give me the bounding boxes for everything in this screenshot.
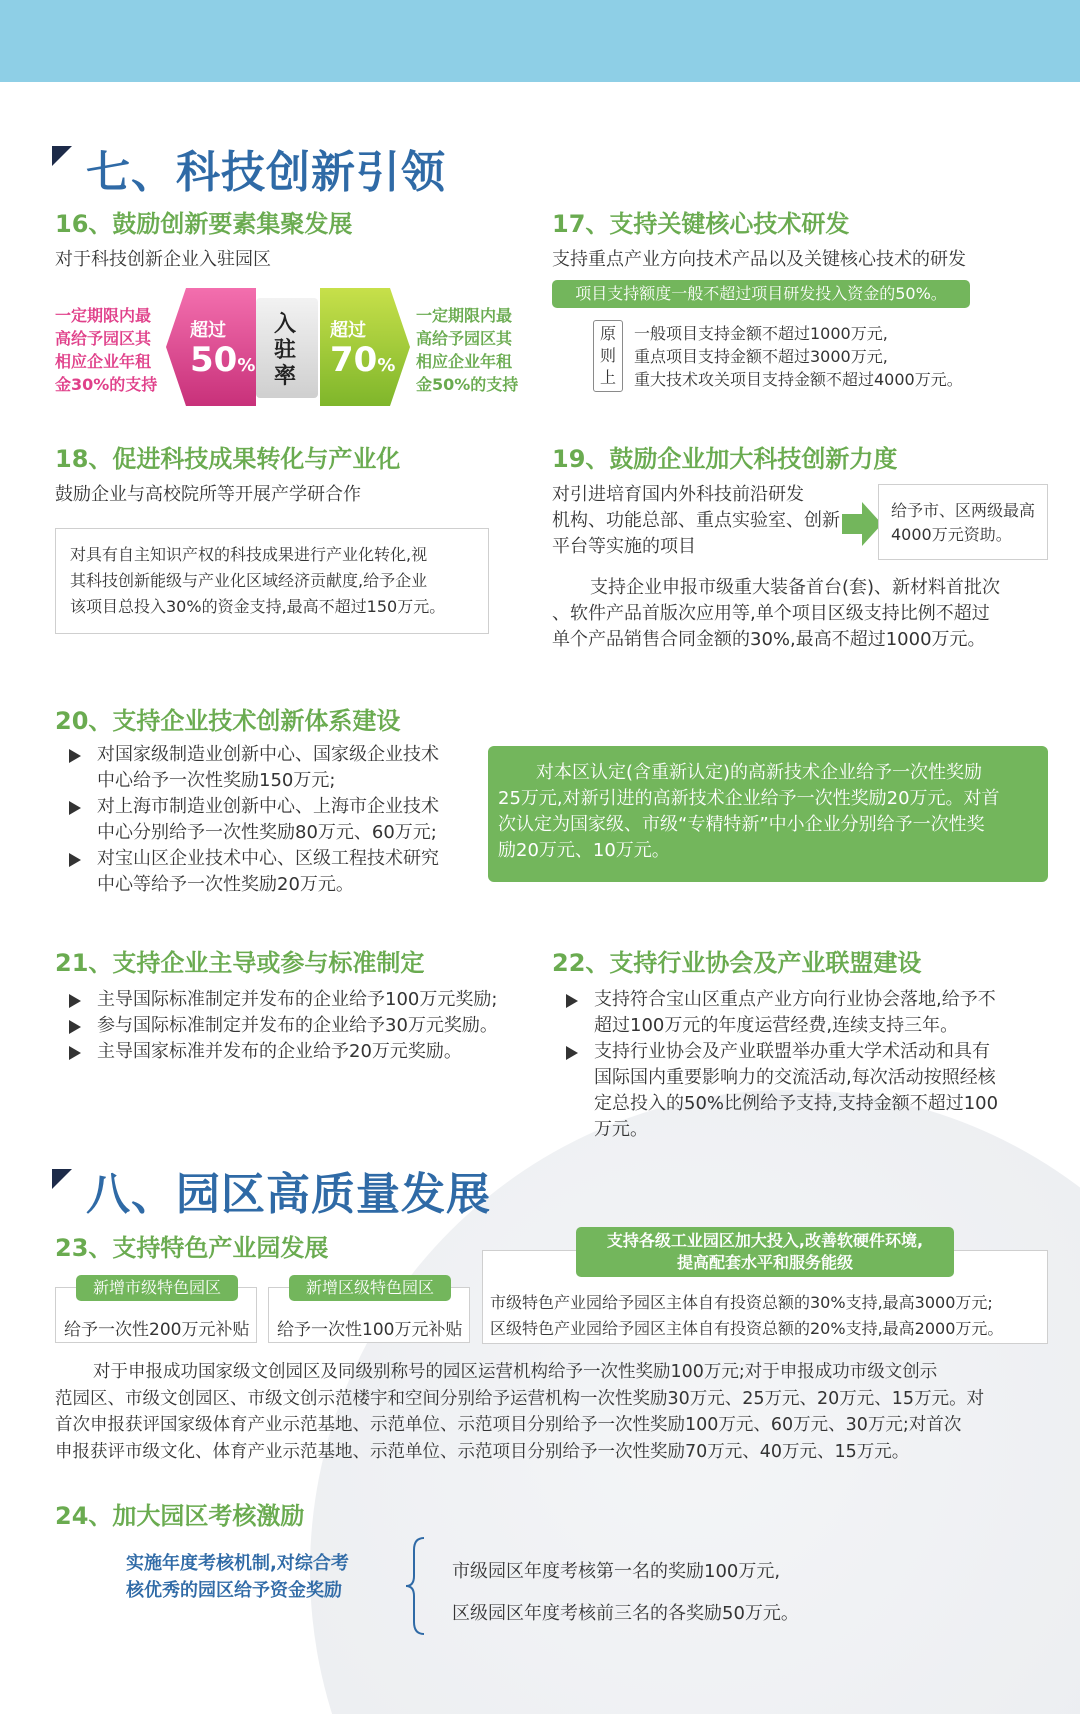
item-23-paragraph: 对于申报成功国家级文创园区及同级别称号的园区运营机构给予一次性奖励100万元;对于申报成功市级文创示 范园区、市级文创园区、市级文创示范楼宇和空间分别给予运营机构一次性奖励30万元、25万元、20万元、15万元。对 首次申报获评国家级体育产业示范基地、示范单位、示范项目分别给予一次性奖励100万元、60万元、30万元;对首次 申报获评市级文化、体育产业示范基地、示范单位、示范项目分别给予一次性奖励70万元、40万元、15万元。 [55, 1362, 985, 1462]
item-23-text-2: 给予一次性100万元补贴 [277, 1320, 463, 1340]
badge-50-label: 超过 [190, 320, 226, 341]
list-item: 对国家级制造业创新中心、国家级企业技术 中心给予一次性奖励150万元; [55, 742, 439, 794]
item-18-title: 18、促进科技成果转化与产业化 [55, 445, 401, 473]
item-16-intro: 对于科技创新企业入驻园区 [55, 249, 271, 270]
section-marker [52, 1169, 72, 1189]
item-19-paragraph: 支持企业申报市级重大装备首台(套)、新材料首批次 、软件产品首版次应用等,单个项目区级支持比例不超过 单个产品销售合同金额的30%,最高不超过1000万元。 [552, 577, 1001, 650]
item-17-lines: 一般项目支持金额不超过1000万元, 重点项目支持金额不超过3000万元, 重大技术攻关项目支持金额不超过4000万元。 [634, 324, 963, 389]
item-16-title: 16、鼓励创新要素集聚发展 [55, 210, 353, 238]
item-20-list [55, 742, 439, 898]
list-item: 对上海市制造业创新中心、上海市企业技术 中心分别给予一次性奖励80万元、60万元; [55, 794, 439, 846]
item-24-right: 市级园区年度考核第一名的奖励100万元, 区级园区年度考核前三名的各奖励50万元。 [452, 1561, 799, 1624]
item-23-text-1: 给予一次性200万元补贴 [64, 1320, 250, 1340]
item-20-title: 20、支持企业技术创新体系建设 [55, 707, 401, 735]
list-item: 参与国际标准制定并发布的企业给予30万元奖励。 [55, 1013, 498, 1039]
item-18-intro: 鼓励企业与高校院所等开展产学研合作 [55, 484, 361, 505]
item-16-left-text: 一定期限内最 高给予园区其 相应企业年租 金30%的支持 [55, 306, 158, 394]
list-item: 主导国际标准制定并发布的企业给予100万元奖励; [55, 987, 498, 1013]
item-19-box: 给予市、区两级最高 4000万元资助。 [878, 484, 1048, 560]
item-16-right-text: 一定期限内最 高给予园区其 相应企业年租 金50%的支持 [416, 306, 519, 394]
item-19-title: 19、鼓励企业加大科技创新力度 [552, 445, 898, 473]
item-17-title: 17、支持关键核心技术研发 [552, 210, 850, 238]
item-21-list [55, 987, 498, 1065]
badge-70-value: 70% [330, 340, 396, 380]
section-title-8: 八、园区高质量发展 [86, 1169, 491, 1220]
principle-label: 原 则 上 [593, 320, 623, 392]
list-item: 支持符合宝山区重点产业方向行业协会落地,给予不 超过100万元的年度运营经费,连续支持三年。 [552, 987, 998, 1039]
item-24-title: 24、加大园区考核激励 [55, 1502, 305, 1530]
section-marker [52, 146, 72, 166]
item-23-text-3: 市级特色产业园给予园区主体自有投资总额的30%支持,最高3000万元; 区级特色产业园给予园区主体自有投资总额的20%支持,最高2000万元。 [490, 1293, 1004, 1338]
list-item: 主导国家标准并发布的企业给予20万元奖励。 [55, 1039, 498, 1065]
arrow-right-icon [842, 502, 882, 546]
top-band [0, 0, 1080, 82]
item-18-box: 对具有自主知识产权的科技成果进行产业化转化,视 其科技创新能级与产业化区域经济贡献度,给予企业 该项目总投入30%的资金支持,最高不超过150万元。 [55, 528, 489, 634]
occupancy-rate-label: 入 驻 率 [274, 312, 297, 389]
item-21-title: 21、支持企业主导或参与标准制定 [55, 949, 425, 977]
badge-70-label: 超过 [330, 320, 366, 341]
item-22-list [552, 987, 998, 1143]
list-item: 支持行业协会及产业联盟举办重大学术活动和具有 国际国内重要影响力的交流活动,每次活动按照经核 定总投入的50%比例给予支持,支持金额不超过100 万元。 [552, 1039, 998, 1143]
item-23-tag-3: 支持各级工业园区加大投入,改善软硬件环境, 提高配套水平和服务能级 [576, 1227, 954, 1277]
item-23-tag-2: 新增区级特色园区 [289, 1275, 451, 1301]
item-23-tag-1: 新增市级特色园区 [76, 1275, 238, 1301]
brace-icon [404, 1536, 426, 1636]
item-20-box: 对本区认定(含重新认定)的高新技术企业给予一次性奖励 25万元,对新引进的高新技术企业给予一次性奖励20万元。对首 次认定为国家级、市级“专精特新”中小企业分别给予一次性奖 励20万元、10万元。 [488, 746, 1048, 882]
badge-50-value: 50% [190, 340, 256, 380]
item-22-title: 22、支持行业协会及产业联盟建设 [552, 949, 922, 977]
item-19-intro: 对引进培育国内外科技前沿研发 机构、功能总部、重点实验室、创新 平台等实施的项目 [552, 484, 840, 557]
item-17-limit-bar: 项目支持额度一般不超过项目研发投入资金的50%。 [552, 280, 970, 308]
list-item: 对宝山区企业技术中心、区级工程技术研究 中心等给予一次性奖励20万元。 [55, 846, 439, 898]
section-title-7: 七、科技创新引领 [86, 147, 446, 198]
item-23-title: 23、支持特色产业园发展 [55, 1234, 329, 1262]
item-17-intro: 支持重点产业方向技术产品以及关键核心技术的研发 [552, 249, 966, 270]
item-24-left: 实施年度考核机制,对综合考 核优秀的园区给予资金奖励 [126, 1553, 349, 1601]
